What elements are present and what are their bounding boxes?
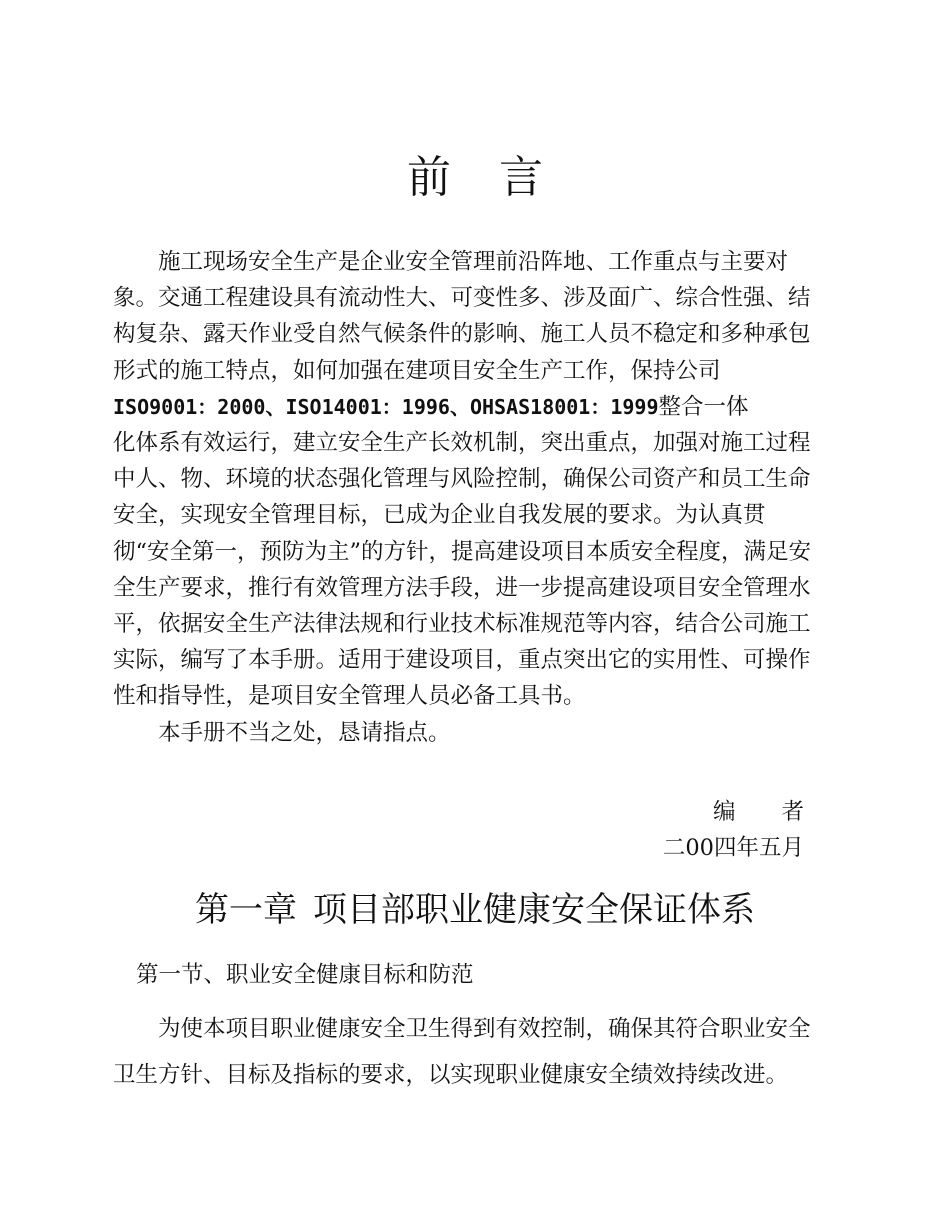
preface-line: 安全，实现安全管理目标，已成为企业自我发展的要求。为认真贯 bbox=[113, 502, 766, 529]
preface-line: 性和指导性，是项目安全管理人员必备工具书。 bbox=[113, 683, 586, 710]
preface-line: 化体系有效运行，建立安全生产长效机制，突出重点，加强对施工过程 bbox=[113, 430, 811, 457]
preface-line: 平，依据安全生产法律法规和行业技术标准规范等内容，结合公司施工 bbox=[113, 611, 811, 638]
preface-line: 实际，编写了本手册。适用于建设项目，重点突出它的实用性、可操作 bbox=[113, 647, 811, 674]
signature-editor: 编者 bbox=[712, 799, 850, 825]
preface-line: 中人、物、环境的状态强化管理与风险控制，确保公司资产和员工生命 bbox=[113, 466, 811, 493]
signature-date: 二00四年五月 bbox=[662, 835, 804, 861]
section-line: 卫生方针、目标及指标的要求，以实现职业健康安全绩效持续改进。 bbox=[113, 1062, 789, 1088]
preface-line: 施工现场安全生产是企业安全管理前沿阵地、工作重点与主要对 bbox=[158, 249, 789, 275]
preface-title: 前言 bbox=[407, 152, 591, 203]
section-title: 第一节、职业安全健康目标和防范 bbox=[136, 962, 474, 988]
chapter-title bbox=[0, 887, 950, 933]
preface-line: 形式的施工特点，如何加强在建项目安全生产工作，保持公司 bbox=[113, 357, 721, 384]
chapter-number: 第一章 bbox=[195, 890, 297, 930]
preface-line: 象。交通工程建设具有流动性大、可变性多、涉及面广、综合性强、结 bbox=[113, 285, 811, 312]
section-line: 为使本项目职业健康安全卫生得到有效控制，确保其符合职业安全 bbox=[158, 1016, 811, 1042]
preface-line: 构复杂、露天作业受自然气候条件的影响、施工人员不稳定和多种承包 bbox=[113, 321, 811, 348]
iso-standards-text: ISO9001：2000、ISO14001：1996、OHSAS18001：1999 bbox=[113, 394, 659, 419]
iso-line-suffix: 整合一体 bbox=[658, 393, 749, 420]
section-body bbox=[113, 1006, 840, 1098]
preface-line: 全生产要求，推行有效管理方法手段，进一步提高建设项目安全管理水 bbox=[113, 574, 811, 601]
chapter-name: 项目部职业健康安全保证体系 bbox=[313, 890, 755, 930]
preface-signature bbox=[662, 794, 850, 866]
preface-body bbox=[113, 244, 840, 751]
preface-closing-line: 本手册不当之处，恳请指点。 bbox=[158, 719, 451, 746]
preface-line: 彻“安全第一，预防为主”的方针，提高建设项目本质安全程度，满足安 bbox=[113, 538, 812, 565]
preface-iso-line bbox=[113, 389, 840, 425]
